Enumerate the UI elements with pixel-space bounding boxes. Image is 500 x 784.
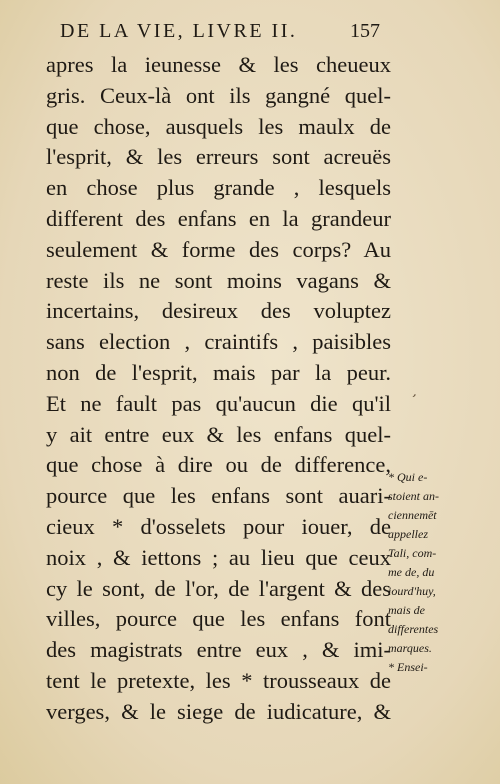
text-line: incertains, desireux des voluptez (46, 298, 391, 324)
text-line: que chose, ausquels les maulx de (46, 113, 391, 139)
page-number: 157 (350, 20, 380, 42)
text-line: apres la ieunesse & les cheueux (46, 52, 391, 77)
text-line: l'esprit, & les erreurs sont acreuës (46, 144, 391, 170)
text-line: pource que les enfans sont auari- (46, 483, 391, 509)
margin-tick-mark: ʼ (407, 391, 418, 409)
text-line: seulement & forme des corps? Au (46, 236, 391, 262)
margin-note-line: me de, du (388, 565, 435, 579)
text-line: que chose à dire ou de difference, (46, 452, 391, 478)
margin-note-line: Tali, com- (388, 546, 437, 560)
text-line: gris. Ceux-là ont ils gangné quel- (46, 82, 391, 108)
text-line: en chose plus grande , lesquels (46, 175, 391, 201)
text-line: tent le pretexte, les * trousseaux de (46, 667, 391, 693)
running-header (60, 20, 380, 43)
text-line: cy le sont, de l'or, de l'argent & des (46, 575, 391, 601)
text-line: verges, & le siege de iudicature, & (46, 698, 391, 724)
margin-note-line: mais de (388, 603, 425, 617)
text-line: sans election , craintifs , paisibles (46, 329, 391, 355)
text-line: villes, pource que les enfans font (46, 606, 391, 632)
margin-note-line: stoient an- (388, 489, 439, 503)
main-text-block (46, 50, 391, 728)
margin-note-line: iourd'huy, (388, 584, 436, 598)
text-line: Et ne fault pas qu'aucun die qu'il (46, 390, 391, 416)
text-line: noix , & iettons ; au lieu que ceux (46, 544, 391, 570)
margin-note-line: differentes (388, 622, 439, 636)
text-line: cieux * d'osselets pour iouer, de (46, 513, 391, 539)
marginal-note (388, 468, 472, 677)
text-line: different des enfans en la grandeur (46, 205, 391, 231)
text-line: y ait entre eux & les enfans quel- (46, 421, 391, 447)
margin-note-line: ciennemēt (388, 508, 437, 522)
margin-note-line: * Qui e- (388, 470, 428, 484)
text-line: des magistrats entre eux , & imi- (46, 637, 391, 663)
margin-note-line: marques. (388, 641, 432, 655)
running-title: DE LA VIE, LIVRE II. (60, 20, 298, 42)
text-line: non de l'esprit, mais par la peur. (46, 359, 391, 385)
text-line: reste ils ne sont moins vagans & (46, 267, 391, 293)
margin-note-line: * Ensei- (388, 660, 428, 674)
margin-note-line: appellez (388, 527, 428, 541)
